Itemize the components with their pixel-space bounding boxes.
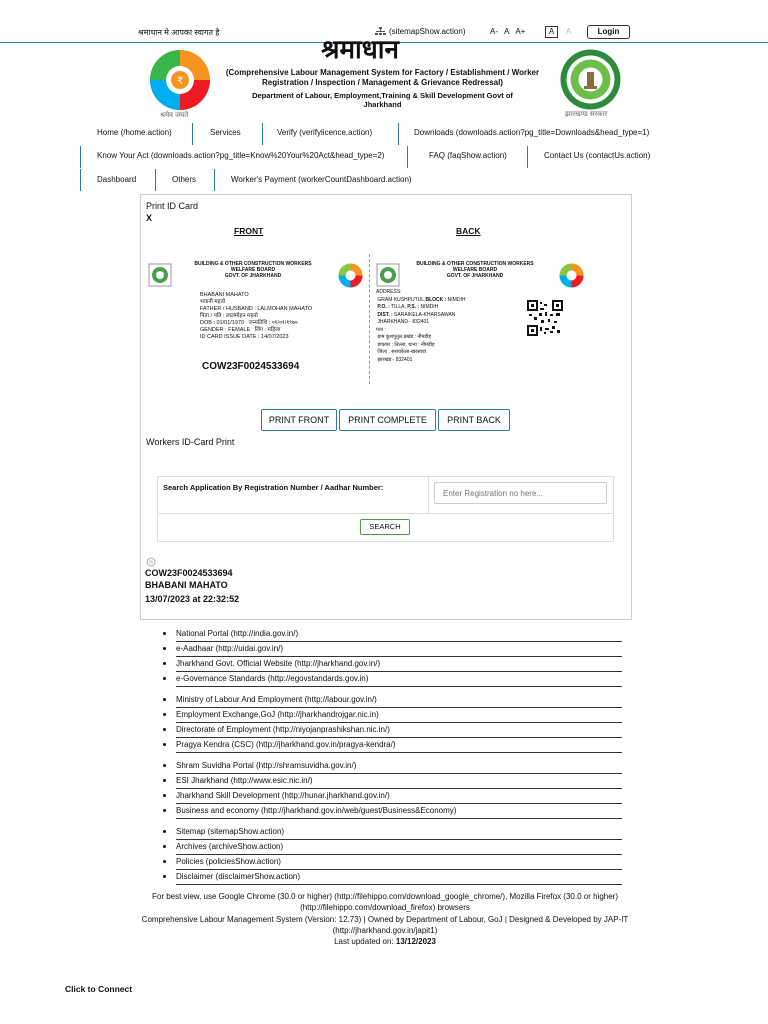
close-button[interactable]: X: [146, 213, 153, 223]
addr-state: JHARKHAND - 832401: [377, 319, 430, 325]
shramadhan-mini-logo: [558, 262, 585, 289]
addr-hindi-3: जिला : सरायकेला-खरसावां: [377, 349, 426, 355]
emblem-icon: [148, 263, 172, 287]
font-normal-button[interactable]: A: [504, 27, 510, 36]
footer-link[interactable]: Jharkhand Skill Development (http://hunar.jharkhand.gov.in/): [176, 789, 622, 804]
bullet-icon: [163, 809, 166, 812]
print-id-card-title: Print ID Card: [146, 201, 199, 211]
footer-link[interactable]: Business and economy (http://jharkhand.gov.in/web/guest/Business&Economy): [176, 804, 622, 819]
footer-link[interactable]: Shram Suvidha Portal (http://shramsuvidha.gov.in/): [176, 759, 622, 774]
nav-divider: [398, 123, 399, 145]
nav-services[interactable]: Services: [210, 128, 241, 137]
bullet-icon: [163, 698, 166, 701]
footer-link[interactable]: Archives (archiveShow.action): [176, 840, 622, 855]
search-label: Search Application By Registration Number / Aadhar Number:: [163, 483, 384, 492]
nav-divider: [214, 169, 215, 191]
footer-link[interactable]: Policies (policiesShow.action): [176, 855, 622, 870]
nav-divider: [80, 169, 81, 191]
jharkhand-emblem: [559, 48, 622, 111]
board-line-3: GOVT. OF JHARKHAND: [224, 273, 282, 279]
addr-hindi-2: डाकघर : तिल्ला, थाना : नीमडीह: [377, 341, 435, 348]
footer-link[interactable]: e-Aadhaar (http://uidai.gov.in/): [176, 642, 622, 657]
print-complete-button[interactable]: PRINT COMPLETE: [339, 409, 436, 431]
addr-ps-label: P.S. :: [407, 304, 420, 310]
card-divider: [369, 254, 370, 384]
bullet-icon: [163, 647, 166, 650]
font-decrease-button[interactable]: A-: [490, 27, 498, 36]
board-line-1: BUILDING & OTHER CONSTRUCTION WORKERS: [416, 261, 534, 267]
gender-hindi: लिंग : महिला: [254, 327, 281, 333]
front-label: FRONT: [234, 226, 264, 236]
nav-faq[interactable]: FAQ (faqShow.action): [429, 151, 507, 160]
nav-contact-us[interactable]: Contact Us (contactUs.action): [544, 151, 651, 160]
nav-dashboard[interactable]: Dashboard: [97, 175, 137, 184]
bullet-icon: [163, 728, 166, 731]
nav-verify[interactable]: Verify (verifylicence.action): [277, 128, 373, 137]
last-updated-date: 13/12/2023: [395, 937, 436, 946]
addr-block-label: BLOCK :: [425, 296, 447, 303]
site-subtitle: (Comprehensive Labour Management System for Factory / Establishment / Worker Registration / Inspection / Management & Grievance Redressal): [225, 68, 540, 87]
footer-link[interactable]: Sitemap (sitemapShow.action): [176, 825, 622, 840]
font-size-controls: [490, 27, 525, 36]
result-timestamp: 13/07/2023 at 22:32:52: [145, 594, 240, 604]
bullet-icon: [163, 632, 166, 635]
footer-link[interactable]: Pragya Kendra (CSC) (http://jharkhand.gov.in/pragya-kendra/): [176, 738, 622, 753]
last-updated-label: Last updated on:: [334, 937, 396, 946]
addr-dist-label: DIST. :: [377, 311, 393, 318]
radio-icon[interactable]: [146, 557, 156, 567]
contrast-dark-button[interactable]: A: [545, 26, 558, 38]
addr-po-value: TILLA,: [389, 304, 406, 310]
board-line-1: BUILDING & OTHER CONSTRUCTION WORKERS: [194, 261, 312, 267]
font-increase-button[interactable]: A+: [515, 27, 526, 36]
footer-link[interactable]: Jharkhand Govt. Official Website (http://jharkhand.gov.in/): [176, 657, 622, 672]
address-label: ADDRESS:: [376, 289, 402, 295]
left-logo-caption: श्रमेव जयते: [160, 112, 189, 119]
svg-text:₹: ₹: [176, 76, 184, 87]
addr-hindi-1: ग्राम कुशपुतुल,प्रखंड : नीमडीह: [377, 334, 432, 340]
footer-link[interactable]: Disclaimer (disclaimerShow.action): [176, 870, 622, 885]
search-divider: [158, 513, 613, 514]
address-hindi-label: पता :: [376, 326, 386, 333]
card-reg-number: COW23F0024533694: [202, 361, 300, 372]
nav-downloads[interactable]: Downloads (downloads.action?pg_title=Downloads&head_type=1): [414, 128, 650, 137]
site-title: श्रमाधान: [321, 35, 399, 65]
footer-link[interactable]: ESI Jharkhand (http://www.esic.nic.in/): [176, 774, 622, 789]
board-line-3: GOVT. OF JHARKHAND: [446, 273, 504, 279]
nav-divider: [155, 169, 156, 191]
nav-divider: [80, 146, 81, 168]
search-button[interactable]: SEARCH: [360, 519, 410, 535]
father-husband: FATHER / HUSBAND : LALMOHAN MAHATO: [200, 306, 313, 312]
addr-block-value: NIMDIH: [446, 296, 466, 303]
gender: GENDER : FEMALE: [200, 327, 251, 333]
login-button[interactable]: Login: [587, 25, 630, 39]
addr-dist-value: SARAIKELA-KHARSAWAN: [392, 311, 456, 318]
sitemap-label: (sitemapShow.action): [389, 27, 466, 36]
bullet-icon: [163, 794, 166, 797]
bullet-icon: [163, 713, 166, 716]
credits: Comprehensive Labour Management System (Version: 12.73) | Owned by Department of Labour, GoJ | Designed & Developed by JAP-IT (http://jharkhand.gov.in/japit1): [141, 915, 629, 935]
workers-id-card-title: Workers ID-Card Print: [146, 437, 235, 447]
board-line-2: WELFARE BOARD: [452, 267, 498, 273]
nav-home[interactable]: Home (/home.action): [97, 128, 172, 137]
addr-po-label: P.O. :: [377, 304, 390, 310]
nav-others[interactable]: Others: [172, 175, 197, 184]
back-card-address: [376, 289, 524, 364]
bullet-icon: [163, 764, 166, 767]
front-card-details: [200, 292, 335, 341]
nav-workers-payment[interactable]: Worker's Payment (workerCountDashboard.action): [231, 175, 412, 184]
print-front-button[interactable]: PRINT FRONT: [261, 409, 337, 431]
bullet-icon: [163, 743, 166, 746]
front-board-header: [178, 261, 328, 279]
footer-link[interactable]: e-Governance Standards (http://egovstandards.gov.in): [176, 672, 622, 687]
dob-hindi: जन्मतिथि : ०१/०१/१९७०: [248, 320, 298, 326]
right-emblem-caption: झारखण्ड सरकार: [565, 111, 608, 118]
back-label: BACK: [456, 226, 481, 236]
bullet-icon: [163, 875, 166, 878]
holder-name: BHABANI MAHATO: [200, 292, 249, 298]
holder-name-hindi: भवानी महतो: [200, 299, 226, 305]
footer-link[interactable]: National Portal (http://india.gov.in/): [176, 627, 622, 642]
click-to-connect[interactable]: Click to Connect: [65, 984, 133, 994]
addr-line-1: GRAM KUSHPUTUL,: [377, 296, 426, 303]
dob: DOB : 01/01/1970: [200, 320, 245, 326]
bullet-icon: [163, 845, 166, 848]
shramadhan-logo: [146, 46, 214, 114]
browser-recommendation: For best view, use Google Chrome (30.0 or higher) (http://filehippo.com/download_google_chrome/), Mozilla Firefox (30.0 or higher) (http://filehippo.com/download_firefox) browsers: [151, 892, 618, 912]
footer-link[interactable]: Ministry of Labour And Employment (http://labour.gov.in/): [176, 693, 622, 708]
bullet-icon: [163, 779, 166, 782]
emblem-icon: [376, 263, 400, 287]
department-name: Department of Labour, Employment,Training & Skill Development Govt of Jharkhand: [252, 91, 513, 109]
addr-hindi-4: झारखंड - 832401: [377, 356, 413, 363]
welcome-text: श्रमाधान मे आपका स्वागत है: [138, 28, 220, 37]
father-husband-hindi: पिता / पति : लालमोहन महतो: [200, 313, 258, 319]
nav-divider: [527, 146, 528, 168]
registration-search-input[interactable]: [434, 482, 607, 504]
print-back-button[interactable]: PRINT BACK: [438, 409, 510, 431]
qr-code: [527, 300, 563, 336]
contrast-light-button[interactable]: A: [566, 27, 572, 36]
board-line-2: WELFARE BOARD: [230, 267, 276, 273]
nav-divider: [192, 123, 193, 145]
bullet-icon: [163, 860, 166, 863]
back-board-header: [400, 261, 550, 279]
id-card-panel: [140, 194, 632, 620]
bullet-icon: [163, 830, 166, 833]
footer-link[interactable]: Directorate of Employment (http://niyojanprashikshan.nic.in/): [176, 723, 622, 738]
search-divider: [428, 477, 429, 513]
nav-know-your-act[interactable]: Know Your Act (downloads.action?pg_title=Know%20Your%20Act&head_type=2): [97, 151, 385, 160]
addr-ps-value: NIMDIH: [419, 304, 439, 310]
shramadhan-mini-logo: [337, 262, 364, 289]
result-reg-number: COW23F0024533694: [145, 568, 233, 578]
bullet-icon: [163, 662, 166, 665]
nav-divider: [262, 123, 263, 145]
nav-divider: [407, 146, 408, 168]
result-name: BHABANI MAHATO: [145, 580, 228, 590]
last-updated: [135, 937, 635, 946]
bullet-icon: [163, 677, 166, 680]
issue-date: ID CARD ISSUE DATE : 14/07/2023: [200, 334, 289, 340]
footer-link[interactable]: Employment Exchange,GoJ (http://jharkhandrojgar.nic.in): [176, 708, 622, 723]
